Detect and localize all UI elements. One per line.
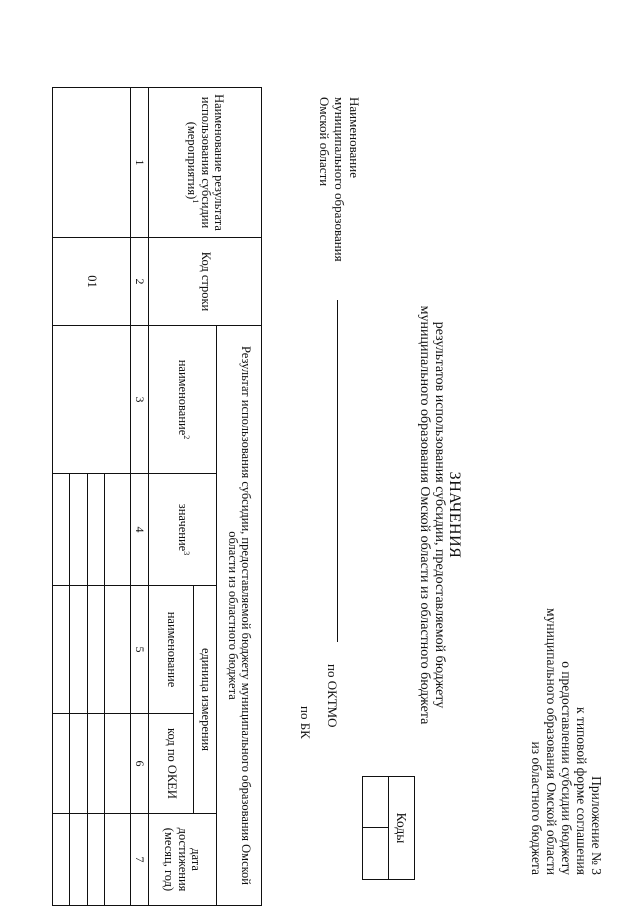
column-number: 6	[130, 714, 148, 814]
cell-value[interactable]	[70, 474, 87, 586]
codes-header: Коды	[389, 777, 415, 880]
appendix-line: муниципального образования Омской области	[544, 608, 559, 875]
cell-unit[interactable]	[87, 586, 104, 714]
column-number: 3	[130, 326, 148, 474]
footnote-mark: 3	[182, 551, 192, 556]
header-result-name	[148, 88, 261, 238]
cell-value[interactable]	[53, 474, 70, 586]
cell-okei[interactable]	[53, 714, 70, 814]
header-text: наименование	[175, 359, 190, 436]
column-number: 5	[130, 586, 148, 714]
header-okei: код по ОКЕИ	[148, 714, 193, 814]
appendix-line: о предоставлении субсидии бюджету	[559, 661, 574, 875]
header-group: Результат использования субсидии, предоставляемой бюджету муниципального образования Омской области из областного бюджета	[216, 326, 261, 906]
cell-okei[interactable]	[70, 714, 87, 814]
cell-unit[interactable]	[70, 586, 87, 714]
municipality-label-line: Омской области	[317, 97, 332, 187]
municipality-label-line: Наименование	[347, 97, 362, 178]
cell-value[interactable]	[104, 474, 130, 586]
header-text: Наименование результата использования субсидии (мероприятия)	[185, 94, 227, 231]
appendix-line: Приложение № 3	[589, 776, 604, 875]
header-unit-group: единица измерения	[193, 586, 216, 814]
table-row	[104, 88, 130, 906]
cell-value[interactable]	[87, 474, 104, 586]
codes-box	[362, 776, 415, 880]
header-date: дата достижения (месяц, год)	[148, 814, 216, 906]
footnote-mark: 1	[191, 199, 201, 204]
cell-date[interactable]	[87, 814, 104, 906]
cell-result-name[interactable]	[53, 88, 131, 238]
municipality-label	[317, 97, 362, 297]
cell-date[interactable]	[70, 814, 87, 906]
oktmo-code-cell[interactable]	[363, 777, 389, 828]
bk-label: по БК	[298, 706, 313, 739]
title-heading: ЗНАЧЕНИЯ	[446, 471, 463, 559]
appendix-line: из областного бюджета	[529, 741, 544, 875]
title-line: результатов использования субсидии, предоставляемой бюджету	[432, 321, 447, 709]
cell-date[interactable]	[53, 814, 70, 906]
header-row-code: Код строки	[148, 238, 261, 326]
oktmo-label: по ОКТМО	[325, 664, 340, 728]
cell-row-code: 01	[53, 238, 131, 326]
cell-unit[interactable]	[53, 586, 70, 714]
header-value	[148, 474, 216, 586]
cell-date[interactable]	[104, 814, 130, 906]
header-unit-name: наименование	[148, 586, 193, 714]
results-table	[52, 87, 262, 906]
header-name	[148, 326, 216, 474]
cell-okei[interactable]	[104, 714, 130, 814]
appendix-line: к типовой форме соглашения	[574, 707, 589, 875]
bk-code-cell[interactable]	[363, 828, 389, 880]
cell-okei[interactable]	[87, 714, 104, 814]
cell-name[interactable]	[53, 326, 131, 474]
header-text: значение	[175, 503, 190, 552]
column-number: 4	[130, 474, 148, 586]
appendix-header	[529, 608, 604, 875]
column-number: 1	[130, 88, 148, 238]
cell-unit[interactable]	[104, 586, 130, 714]
document-title	[417, 130, 462, 900]
column-number: 7	[130, 814, 148, 906]
title-line: муниципального образования Омской области из областного бюджета	[417, 305, 432, 725]
municipality-label-line: муниципального образования	[332, 97, 347, 262]
municipality-name-line[interactable]	[337, 300, 338, 642]
footnote-mark: 2	[182, 435, 192, 440]
column-number: 2	[130, 238, 148, 326]
